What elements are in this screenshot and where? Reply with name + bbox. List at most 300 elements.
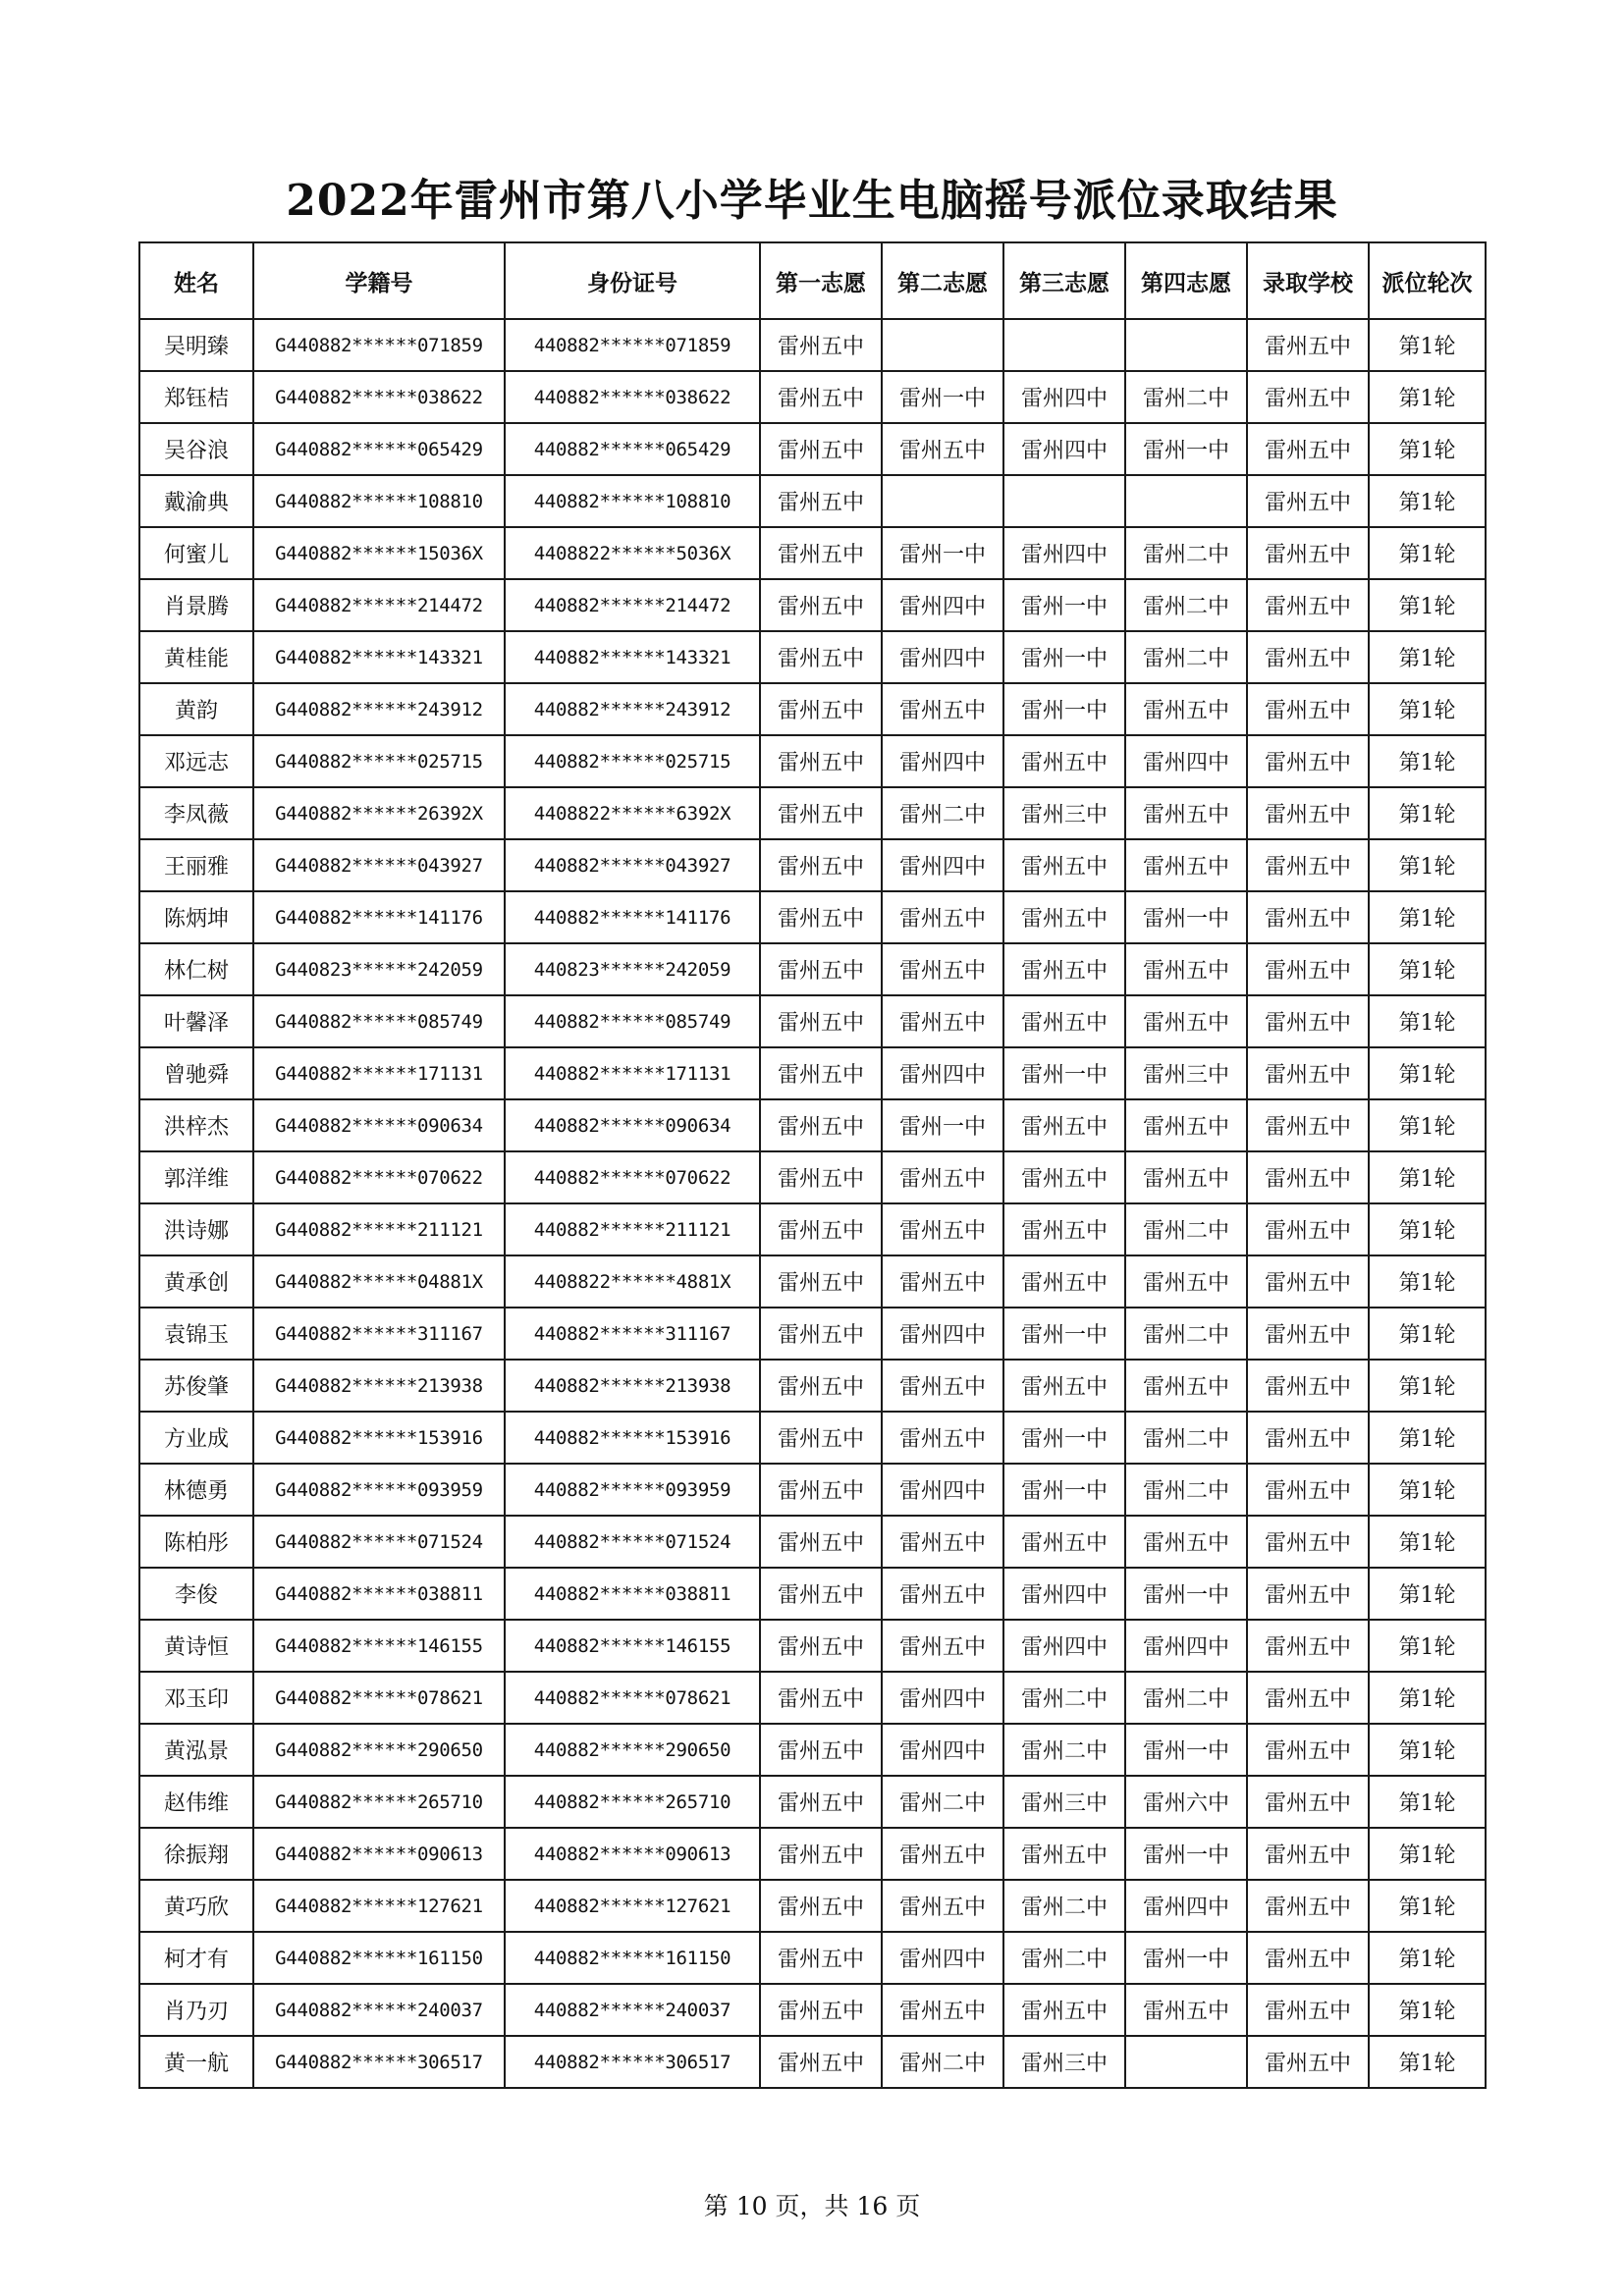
cell-choice-4: 雷州二中 bbox=[1125, 1412, 1247, 1464]
cell-id-card-number: 4408822******4881X bbox=[505, 1255, 760, 1308]
cell-assignment-round: 第1轮 bbox=[1369, 1568, 1486, 1620]
cell-admitted-school: 雷州五中 bbox=[1247, 1099, 1369, 1151]
cell-admitted-school: 雷州五中 bbox=[1247, 839, 1369, 891]
cell-student-id: G440882******141176 bbox=[253, 891, 505, 943]
cell-student-id: G440882******090634 bbox=[253, 1099, 505, 1151]
cell-admitted-school: 雷州五中 bbox=[1247, 1672, 1369, 1724]
page-footer: 第 10 页，共 16 页 bbox=[703, 2192, 921, 2220]
cell-choice-3: 雷州五中 bbox=[1003, 839, 1125, 891]
cell-assignment-round: 第1轮 bbox=[1369, 995, 1486, 1047]
cell-choice-1: 雷州五中 bbox=[760, 1672, 882, 1724]
cell-student-id: G440882******108810 bbox=[253, 475, 505, 527]
cell-choice-1: 雷州五中 bbox=[760, 579, 882, 631]
cell-admitted-school: 雷州五中 bbox=[1247, 371, 1369, 423]
cell-choice-1: 雷州五中 bbox=[760, 319, 882, 371]
cell-student-id: G440882******243912 bbox=[253, 683, 505, 735]
cell-choice-4: 雷州四中 bbox=[1125, 1880, 1247, 1932]
column-header-id-card: 身份证号 bbox=[505, 242, 760, 319]
cell-choice-2: 雷州四中 bbox=[882, 839, 1003, 891]
cell-choice-4: 雷州一中 bbox=[1125, 1828, 1247, 1880]
cell-choice-2: 雷州二中 bbox=[882, 787, 1003, 839]
cell-choice-2: 雷州五中 bbox=[882, 423, 1003, 475]
table-row bbox=[139, 787, 1486, 839]
cell-choice-1: 雷州五中 bbox=[760, 1412, 882, 1464]
cell-student-id: G440882******213938 bbox=[253, 1360, 505, 1412]
cell-choice-4: 雷州五中 bbox=[1125, 1255, 1247, 1308]
cell-choice-1: 雷州五中 bbox=[760, 1464, 882, 1516]
cell-choice-2: 雷州一中 bbox=[882, 371, 1003, 423]
cell-choice-4: 雷州二中 bbox=[1125, 579, 1247, 631]
cell-choice-1: 雷州五中 bbox=[760, 787, 882, 839]
cell-assignment-round: 第1轮 bbox=[1369, 1620, 1486, 1672]
cell-admitted-school: 雷州五中 bbox=[1247, 995, 1369, 1047]
cell-assignment-round: 第1轮 bbox=[1369, 1308, 1486, 1360]
cell-student-id: G440882******04881X bbox=[253, 1255, 505, 1308]
cell-choice-4: 雷州一中 bbox=[1125, 423, 1247, 475]
cell-choice-3: 雷州四中 bbox=[1003, 527, 1125, 579]
table-row bbox=[139, 1255, 1486, 1308]
cell-choice-2: 雷州五中 bbox=[882, 1203, 1003, 1255]
cell-student-id: G440882******15036X bbox=[253, 527, 505, 579]
cell-choice-1: 雷州五中 bbox=[760, 423, 882, 475]
cell-student-name: 黄桂能 bbox=[139, 631, 253, 683]
cell-choice-2: 雷州四中 bbox=[882, 579, 1003, 631]
cell-choice-3: 雷州四中 bbox=[1003, 1620, 1125, 1672]
cell-student-name: 林仁树 bbox=[139, 943, 253, 995]
cell-student-name: 陈柏彤 bbox=[139, 1516, 253, 1568]
cell-id-card-number: 440882******078621 bbox=[505, 1672, 760, 1724]
table-row bbox=[139, 579, 1486, 631]
cell-choice-3 bbox=[1003, 319, 1125, 371]
cell-choice-2 bbox=[882, 475, 1003, 527]
cell-student-name: 李凤薇 bbox=[139, 787, 253, 839]
cell-choice-2 bbox=[882, 319, 1003, 371]
cell-admitted-school: 雷州五中 bbox=[1247, 1776, 1369, 1828]
cell-choice-1: 雷州五中 bbox=[760, 1516, 882, 1568]
table-row bbox=[139, 891, 1486, 943]
cell-assignment-round: 第1轮 bbox=[1369, 1360, 1486, 1412]
cell-admitted-school: 雷州五中 bbox=[1247, 475, 1369, 527]
cell-choice-1: 雷州五中 bbox=[760, 1255, 882, 1308]
cell-id-card-number: 440882******108810 bbox=[505, 475, 760, 527]
cell-admitted-school: 雷州五中 bbox=[1247, 683, 1369, 735]
cell-choice-1: 雷州五中 bbox=[760, 943, 882, 995]
cell-choice-2: 雷州五中 bbox=[882, 891, 1003, 943]
cell-choice-4: 雷州二中 bbox=[1125, 1203, 1247, 1255]
column-header-choice-3: 第三志愿 bbox=[1003, 242, 1125, 319]
cell-choice-3: 雷州一中 bbox=[1003, 1412, 1125, 1464]
cell-choice-3: 雷州二中 bbox=[1003, 1932, 1125, 1984]
cell-student-id: G440882******161150 bbox=[253, 1932, 505, 1984]
table-body bbox=[139, 319, 1486, 2088]
cell-id-card-number: 440882******141176 bbox=[505, 891, 760, 943]
table-row bbox=[139, 1828, 1486, 1880]
cell-choice-4: 雷州二中 bbox=[1125, 1672, 1247, 1724]
cell-student-name: 王丽雅 bbox=[139, 839, 253, 891]
cell-admitted-school: 雷州五中 bbox=[1247, 1984, 1369, 2036]
cell-student-name: 陈炳坤 bbox=[139, 891, 253, 943]
cell-choice-1: 雷州五中 bbox=[760, 891, 882, 943]
cell-assignment-round: 第1轮 bbox=[1369, 891, 1486, 943]
cell-choice-2: 雷州二中 bbox=[882, 1776, 1003, 1828]
cell-student-name: 赵伟维 bbox=[139, 1776, 253, 1828]
cell-choice-3: 雷州五中 bbox=[1003, 943, 1125, 995]
table-row bbox=[139, 1880, 1486, 1932]
cell-choice-2: 雷州四中 bbox=[882, 735, 1003, 787]
cell-assignment-round: 第1轮 bbox=[1369, 423, 1486, 475]
cell-choice-4: 雷州一中 bbox=[1125, 1724, 1247, 1776]
cell-student-id: G440882******306517 bbox=[253, 2036, 505, 2088]
cell-assignment-round: 第1轮 bbox=[1369, 1099, 1486, 1151]
cell-choice-4: 雷州二中 bbox=[1125, 1308, 1247, 1360]
cell-choice-1: 雷州五中 bbox=[760, 1203, 882, 1255]
cell-choice-3: 雷州五中 bbox=[1003, 1203, 1125, 1255]
table-row bbox=[139, 319, 1486, 371]
cell-assignment-round: 第1轮 bbox=[1369, 1828, 1486, 1880]
cell-student-name: 郑钰桔 bbox=[139, 371, 253, 423]
cell-id-card-number: 440823******242059 bbox=[505, 943, 760, 995]
cell-admitted-school: 雷州五中 bbox=[1247, 631, 1369, 683]
cell-choice-4: 雷州二中 bbox=[1125, 631, 1247, 683]
table-row bbox=[139, 1516, 1486, 1568]
cell-choice-3: 雷州一中 bbox=[1003, 1047, 1125, 1099]
cell-choice-1: 雷州五中 bbox=[760, 1568, 882, 1620]
table-row bbox=[139, 1412, 1486, 1464]
cell-choice-3: 雷州二中 bbox=[1003, 1672, 1125, 1724]
cell-choice-2: 雷州五中 bbox=[882, 943, 1003, 995]
cell-student-name: 黄泓景 bbox=[139, 1724, 253, 1776]
cell-choice-2: 雷州四中 bbox=[882, 1464, 1003, 1516]
cell-choice-4: 雷州五中 bbox=[1125, 1151, 1247, 1203]
cell-choice-2: 雷州一中 bbox=[882, 1099, 1003, 1151]
cell-student-id: G440882******043927 bbox=[253, 839, 505, 891]
cell-assignment-round: 第1轮 bbox=[1369, 735, 1486, 787]
cell-student-name: 戴渝典 bbox=[139, 475, 253, 527]
cell-choice-3: 雷州五中 bbox=[1003, 1099, 1125, 1151]
page-title: 2022年雷州市第八小学毕业生电脑摇号派位录取结果 bbox=[286, 176, 1338, 226]
cell-student-name: 黄诗恒 bbox=[139, 1620, 253, 1672]
table-row bbox=[139, 1203, 1486, 1255]
cell-assignment-round: 第1轮 bbox=[1369, 1516, 1486, 1568]
cell-assignment-round: 第1轮 bbox=[1369, 2036, 1486, 2088]
cell-choice-4: 雷州四中 bbox=[1125, 1620, 1247, 1672]
table-row bbox=[139, 1776, 1486, 1828]
table-row bbox=[139, 1047, 1486, 1099]
table-row bbox=[139, 735, 1486, 787]
cell-choice-4: 雷州五中 bbox=[1125, 1099, 1247, 1151]
cell-choice-3: 雷州五中 bbox=[1003, 1360, 1125, 1412]
column-header-choice-2: 第二志愿 bbox=[882, 242, 1003, 319]
cell-choice-4: 雷州一中 bbox=[1125, 891, 1247, 943]
table-row bbox=[139, 995, 1486, 1047]
cell-student-id: G440882******093959 bbox=[253, 1464, 505, 1516]
cell-admitted-school: 雷州五中 bbox=[1247, 787, 1369, 839]
cell-admitted-school: 雷州五中 bbox=[1247, 319, 1369, 371]
table-row bbox=[139, 943, 1486, 995]
cell-choice-2: 雷州五中 bbox=[882, 995, 1003, 1047]
cell-id-card-number: 440882******090613 bbox=[505, 1828, 760, 1880]
cell-admitted-school: 雷州五中 bbox=[1247, 1360, 1369, 1412]
table-row bbox=[139, 1932, 1486, 1984]
cell-student-name: 苏俊肇 bbox=[139, 1360, 253, 1412]
cell-admitted-school: 雷州五中 bbox=[1247, 735, 1369, 787]
cell-assignment-round: 第1轮 bbox=[1369, 1880, 1486, 1932]
table-row bbox=[139, 1360, 1486, 1412]
cell-id-card-number: 440882******085749 bbox=[505, 995, 760, 1047]
cell-student-name: 洪诗娜 bbox=[139, 1203, 253, 1255]
cell-assignment-round: 第1轮 bbox=[1369, 475, 1486, 527]
cell-choice-1: 雷州五中 bbox=[760, 1099, 882, 1151]
cell-admitted-school: 雷州五中 bbox=[1247, 943, 1369, 995]
cell-id-card-number: 440882******213938 bbox=[505, 1360, 760, 1412]
cell-choice-3 bbox=[1003, 475, 1125, 527]
cell-choice-1: 雷州五中 bbox=[760, 1776, 882, 1828]
cell-admitted-school: 雷州五中 bbox=[1247, 2036, 1369, 2088]
cell-id-card-number: 440882******038811 bbox=[505, 1568, 760, 1620]
cell-choice-2: 雷州二中 bbox=[882, 2036, 1003, 2088]
column-header-choice-1: 第一志愿 bbox=[760, 242, 882, 319]
cell-id-card-number: 440882******093959 bbox=[505, 1464, 760, 1516]
cell-student-name: 李俊 bbox=[139, 1568, 253, 1620]
table-row bbox=[139, 1568, 1486, 1620]
cell-choice-4: 雷州五中 bbox=[1125, 1516, 1247, 1568]
cell-assignment-round: 第1轮 bbox=[1369, 1724, 1486, 1776]
cell-choice-3: 雷州一中 bbox=[1003, 579, 1125, 631]
cell-choice-1: 雷州五中 bbox=[760, 1724, 882, 1776]
cell-student-id: G440882******290650 bbox=[253, 1724, 505, 1776]
table-row bbox=[139, 1984, 1486, 2036]
cell-choice-1: 雷州五中 bbox=[760, 1620, 882, 1672]
cell-student-id: G440882******153916 bbox=[253, 1412, 505, 1464]
cell-student-id: G440882******065429 bbox=[253, 423, 505, 475]
cell-id-card-number: 440882******214472 bbox=[505, 579, 760, 631]
cell-choice-4: 雷州五中 bbox=[1125, 995, 1247, 1047]
cell-admitted-school: 雷州五中 bbox=[1247, 1308, 1369, 1360]
table-row bbox=[139, 1724, 1486, 1776]
cell-assignment-round: 第1轮 bbox=[1369, 1984, 1486, 2036]
cell-assignment-round: 第1轮 bbox=[1369, 787, 1486, 839]
cell-choice-4: 雷州五中 bbox=[1125, 683, 1247, 735]
cell-choice-4: 雷州五中 bbox=[1125, 1984, 1247, 2036]
cell-student-id: G440882******025715 bbox=[253, 735, 505, 787]
cell-student-id: G440882******070622 bbox=[253, 1151, 505, 1203]
column-header-round: 派位轮次 bbox=[1369, 242, 1486, 319]
cell-choice-2: 雷州五中 bbox=[882, 1828, 1003, 1880]
cell-student-name: 郭洋维 bbox=[139, 1151, 253, 1203]
cell-student-name: 肖乃刃 bbox=[139, 1984, 253, 2036]
cell-id-card-number: 440882******290650 bbox=[505, 1724, 760, 1776]
cell-assignment-round: 第1轮 bbox=[1369, 1412, 1486, 1464]
cell-choice-3: 雷州五中 bbox=[1003, 1516, 1125, 1568]
cell-choice-4: 雷州五中 bbox=[1125, 943, 1247, 995]
cell-admitted-school: 雷州五中 bbox=[1247, 1516, 1369, 1568]
cell-assignment-round: 第1轮 bbox=[1369, 1464, 1486, 1516]
table-row bbox=[139, 1308, 1486, 1360]
cell-choice-4: 雷州五中 bbox=[1125, 787, 1247, 839]
cell-choice-4: 雷州四中 bbox=[1125, 735, 1247, 787]
cell-student-id: G440882******214472 bbox=[253, 579, 505, 631]
cell-choice-4: 雷州二中 bbox=[1125, 371, 1247, 423]
cell-choice-4: 雷州五中 bbox=[1125, 839, 1247, 891]
cell-id-card-number: 4408822******6392X bbox=[505, 787, 760, 839]
cell-choice-3: 雷州四中 bbox=[1003, 1568, 1125, 1620]
cell-choice-3: 雷州一中 bbox=[1003, 683, 1125, 735]
cell-student-name: 吴谷浪 bbox=[139, 423, 253, 475]
cell-student-name: 洪梓杰 bbox=[139, 1099, 253, 1151]
cell-choice-3: 雷州五中 bbox=[1003, 891, 1125, 943]
cell-choice-4: 雷州二中 bbox=[1125, 527, 1247, 579]
cell-id-card-number: 4408822******5036X bbox=[505, 527, 760, 579]
cell-admitted-school: 雷州五中 bbox=[1247, 1047, 1369, 1099]
cell-assignment-round: 第1轮 bbox=[1369, 371, 1486, 423]
cell-id-card-number: 440882******038622 bbox=[505, 371, 760, 423]
cell-student-name: 黄巧欣 bbox=[139, 1880, 253, 1932]
cell-choice-1: 雷州五中 bbox=[760, 995, 882, 1047]
cell-student-name: 黄一航 bbox=[139, 2036, 253, 2088]
cell-student-name: 黄承创 bbox=[139, 1255, 253, 1308]
cell-student-name: 袁锦玉 bbox=[139, 1308, 253, 1360]
cell-choice-1: 雷州五中 bbox=[760, 1880, 882, 1932]
cell-choice-2: 雷州五中 bbox=[882, 1568, 1003, 1620]
cell-admitted-school: 雷州五中 bbox=[1247, 1151, 1369, 1203]
cell-student-id: G440882******265710 bbox=[253, 1776, 505, 1828]
cell-admitted-school: 雷州五中 bbox=[1247, 1932, 1369, 1984]
table-row bbox=[139, 527, 1486, 579]
cell-id-card-number: 440882******127621 bbox=[505, 1880, 760, 1932]
table-header-row bbox=[139, 242, 1486, 319]
cell-assignment-round: 第1轮 bbox=[1369, 319, 1486, 371]
cell-choice-4: 雷州一中 bbox=[1125, 1932, 1247, 1984]
cell-choice-2: 雷州五中 bbox=[882, 1360, 1003, 1412]
table-row bbox=[139, 1464, 1486, 1516]
cell-admitted-school: 雷州五中 bbox=[1247, 1828, 1369, 1880]
cell-id-card-number: 440882******071859 bbox=[505, 319, 760, 371]
cell-admitted-school: 雷州五中 bbox=[1247, 1568, 1369, 1620]
cell-choice-1: 雷州五中 bbox=[760, 475, 882, 527]
cell-choice-2: 雷州四中 bbox=[882, 1932, 1003, 1984]
cell-choice-1: 雷州五中 bbox=[760, 371, 882, 423]
cell-assignment-round: 第1轮 bbox=[1369, 1255, 1486, 1308]
cell-id-card-number: 440882******161150 bbox=[505, 1932, 760, 1984]
table-row bbox=[139, 423, 1486, 475]
cell-id-card-number: 440882******243912 bbox=[505, 683, 760, 735]
cell-student-id: G440882******071524 bbox=[253, 1516, 505, 1568]
cell-choice-2: 雷州五中 bbox=[882, 1984, 1003, 2036]
cell-id-card-number: 440882******146155 bbox=[505, 1620, 760, 1672]
cell-choice-1: 雷州五中 bbox=[760, 1151, 882, 1203]
table-row bbox=[139, 839, 1486, 891]
cell-choice-1: 雷州五中 bbox=[760, 683, 882, 735]
cell-choice-2: 雷州五中 bbox=[882, 683, 1003, 735]
cell-assignment-round: 第1轮 bbox=[1369, 683, 1486, 735]
cell-choice-4: 雷州五中 bbox=[1125, 1360, 1247, 1412]
cell-student-id: G440882******240037 bbox=[253, 1984, 505, 2036]
cell-admitted-school: 雷州五中 bbox=[1247, 1464, 1369, 1516]
table-row bbox=[139, 1151, 1486, 1203]
cell-choice-4 bbox=[1125, 475, 1247, 527]
cell-choice-4: 雷州一中 bbox=[1125, 1568, 1247, 1620]
cell-choice-3: 雷州一中 bbox=[1003, 1308, 1125, 1360]
cell-id-card-number: 440882******071524 bbox=[505, 1516, 760, 1568]
cell-choice-3: 雷州二中 bbox=[1003, 1880, 1125, 1932]
cell-choice-3: 雷州三中 bbox=[1003, 787, 1125, 839]
cell-assignment-round: 第1轮 bbox=[1369, 1151, 1486, 1203]
cell-student-name: 何蜜儿 bbox=[139, 527, 253, 579]
cell-choice-3: 雷州二中 bbox=[1003, 1724, 1125, 1776]
table-row bbox=[139, 1099, 1486, 1151]
cell-admitted-school: 雷州五中 bbox=[1247, 1412, 1369, 1464]
cell-choice-1: 雷州五中 bbox=[760, 1932, 882, 1984]
cell-choice-1: 雷州五中 bbox=[760, 1828, 882, 1880]
cell-choice-3: 雷州五中 bbox=[1003, 1828, 1125, 1880]
cell-assignment-round: 第1轮 bbox=[1369, 631, 1486, 683]
cell-student-id: G440882******078621 bbox=[253, 1672, 505, 1724]
cell-choice-1: 雷州五中 bbox=[760, 735, 882, 787]
table-row bbox=[139, 1620, 1486, 1672]
cell-student-name: 邓远志 bbox=[139, 735, 253, 787]
cell-choice-2: 雷州五中 bbox=[882, 1516, 1003, 1568]
table-row bbox=[139, 371, 1486, 423]
cell-admitted-school: 雷州五中 bbox=[1247, 579, 1369, 631]
cell-student-id: G440882******071859 bbox=[253, 319, 505, 371]
cell-admitted-school: 雷州五中 bbox=[1247, 1255, 1369, 1308]
cell-student-id: G440882******171131 bbox=[253, 1047, 505, 1099]
cell-student-id: G440823******242059 bbox=[253, 943, 505, 995]
cell-student-name: 柯才有 bbox=[139, 1932, 253, 1984]
cell-student-id: G440882******090613 bbox=[253, 1828, 505, 1880]
cell-student-name: 叶馨泽 bbox=[139, 995, 253, 1047]
cell-student-id: G440882******146155 bbox=[253, 1620, 505, 1672]
cell-choice-4: 雷州三中 bbox=[1125, 1047, 1247, 1099]
cell-id-card-number: 440882******306517 bbox=[505, 2036, 760, 2088]
cell-choice-2: 雷州四中 bbox=[882, 1724, 1003, 1776]
cell-assignment-round: 第1轮 bbox=[1369, 943, 1486, 995]
cell-id-card-number: 440882******265710 bbox=[505, 1776, 760, 1828]
cell-student-id: G440882******038622 bbox=[253, 371, 505, 423]
cell-student-id: G440882******038811 bbox=[253, 1568, 505, 1620]
cell-assignment-round: 第1轮 bbox=[1369, 1776, 1486, 1828]
table-row bbox=[139, 475, 1486, 527]
cell-choice-3: 雷州五中 bbox=[1003, 1984, 1125, 2036]
column-header-student-id: 学籍号 bbox=[253, 242, 505, 319]
cell-id-card-number: 440882******065429 bbox=[505, 423, 760, 475]
cell-choice-2: 雷州四中 bbox=[882, 1672, 1003, 1724]
cell-student-name: 吴明臻 bbox=[139, 319, 253, 371]
cell-student-name: 黄韵 bbox=[139, 683, 253, 735]
cell-student-id: G440882******311167 bbox=[253, 1308, 505, 1360]
cell-assignment-round: 第1轮 bbox=[1369, 527, 1486, 579]
cell-choice-1: 雷州五中 bbox=[760, 1047, 882, 1099]
cell-id-card-number: 440882******043927 bbox=[505, 839, 760, 891]
cell-choice-2: 雷州五中 bbox=[882, 1880, 1003, 1932]
cell-choice-2: 雷州四中 bbox=[882, 631, 1003, 683]
cell-student-id: G440882******26392X bbox=[253, 787, 505, 839]
cell-admitted-school: 雷州五中 bbox=[1247, 1620, 1369, 1672]
cell-choice-3: 雷州五中 bbox=[1003, 1255, 1125, 1308]
cell-id-card-number: 440882******211121 bbox=[505, 1203, 760, 1255]
cell-admitted-school: 雷州五中 bbox=[1247, 423, 1369, 475]
column-header-name: 姓名 bbox=[139, 242, 253, 319]
cell-id-card-number: 440882******025715 bbox=[505, 735, 760, 787]
cell-choice-4: 雷州六中 bbox=[1125, 1776, 1247, 1828]
column-header-admitted-school: 录取学校 bbox=[1247, 242, 1369, 319]
cell-assignment-round: 第1轮 bbox=[1369, 579, 1486, 631]
cell-student-id: G440882******211121 bbox=[253, 1203, 505, 1255]
cell-choice-3: 雷州四中 bbox=[1003, 371, 1125, 423]
cell-admitted-school: 雷州五中 bbox=[1247, 1880, 1369, 1932]
cell-student-id: G440882******127621 bbox=[253, 1880, 505, 1932]
cell-student-name: 徐振翔 bbox=[139, 1828, 253, 1880]
